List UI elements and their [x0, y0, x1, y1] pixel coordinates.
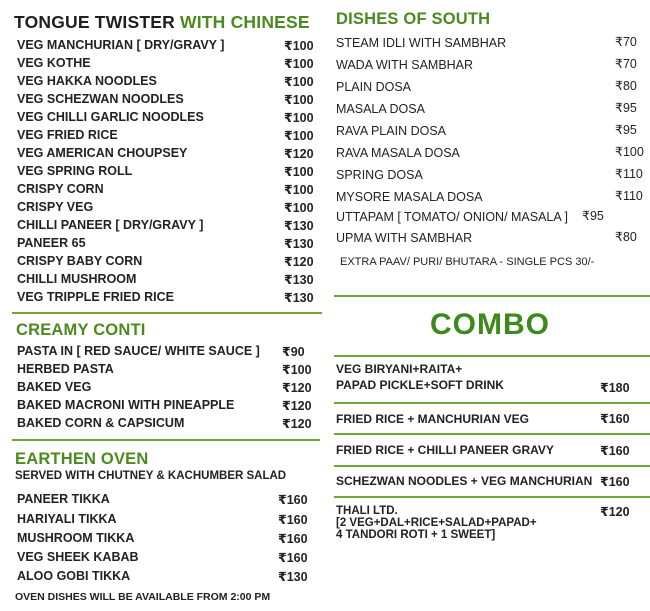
menu-item-price: ₹70 — [615, 35, 637, 49]
menu-item-name: VEG HAKKA NOODLES — [17, 74, 157, 88]
menu-item-name: BAKED MACRONI WITH PINEAPPLE — [17, 398, 235, 412]
section-divider — [334, 355, 650, 357]
menu-item-price: ₹110 — [615, 167, 643, 181]
menu-item-price: ₹120 — [282, 399, 312, 413]
combo-item-price: ₹160 — [600, 475, 630, 489]
menu-item-name: STEAM IDLI WITH SAMBHAR — [336, 36, 507, 50]
menu-item-price: ₹120 — [284, 255, 314, 269]
menu-item-price: ₹120 — [282, 381, 312, 395]
menu-item-name: VEG TRIPPLE FRIED RICE — [17, 290, 174, 304]
menu-item-price: ₹80 — [615, 79, 637, 93]
menu-item-price: ₹100 — [615, 145, 644, 159]
combo-item-line: [2 VEG+DAL+RICE+SALAD+PAPAD+ — [336, 517, 537, 529]
menu-item-name: VEG FRIED RICE — [17, 128, 118, 142]
menu-item-price: ₹95 — [582, 209, 604, 223]
combo-item: FRIED RICE + CHILLI PANEER GRAVY — [336, 443, 554, 457]
menu-item-name: CHILLI MUSHROOM — [17, 272, 137, 286]
combo-item-price: ₹160 — [600, 412, 630, 426]
menu-item-name: VEG CHILLI GARLIC NOODLES — [17, 110, 204, 124]
menu-item-price: ₹100 — [284, 75, 314, 89]
menu-item-price: ₹95 — [615, 123, 637, 137]
menu-item-price: ₹100 — [282, 363, 312, 377]
combo-item — [336, 362, 504, 392]
combo-item-line: PAPAD PICKLE+SOFT DRINK — [336, 378, 504, 392]
combo-item-line: THALI LTD. — [336, 505, 398, 517]
oven-availability-note: OVEN DISHES WILL BE AVAILABLE FROM 2:00 PM — [15, 591, 271, 603]
chinese-section-title: TONGUE TWISTER WITH CHINESE — [14, 12, 310, 32]
menu-item-name: PANEER TIKKA — [17, 492, 110, 506]
menu-item-price: ₹130 — [284, 237, 314, 251]
combo-item — [336, 505, 537, 541]
combo-item-price: ₹180 — [600, 381, 630, 395]
menu-item-name: MUSHROOM TIKKA — [17, 531, 135, 545]
menu-item-price: ₹130 — [284, 273, 314, 287]
section-divider — [12, 312, 322, 314]
section-divider — [334, 465, 650, 467]
menu-item-name: BAKED CORN & CAPSICUM — [17, 416, 185, 430]
section-divider — [334, 433, 650, 435]
combo-item-line: 4 TANDORI ROTI + 1 SWEET] — [336, 529, 496, 541]
section-divider — [334, 402, 650, 404]
menu-item-price: ₹100 — [284, 57, 314, 71]
menu-item-name: HARIYALI TIKKA — [17, 512, 117, 526]
menu-item-name: CRISPY CORN — [17, 182, 104, 196]
combo-item: FRIED RICE + MANCHURIAN VEG — [336, 412, 530, 426]
menu-item-name: VEG SPRING ROLL — [17, 164, 133, 178]
menu-item-name: UPMA WITH SAMBHAR — [336, 231, 473, 245]
menu-item-price: ₹130 — [284, 291, 314, 305]
menu-item-name: PASTA IN [ RED SAUCE/ WHITE SAUCE ] — [17, 344, 260, 358]
section-divider — [334, 496, 650, 498]
menu-item-price: ₹160 — [278, 551, 308, 565]
combo-section-title: COMBO — [430, 308, 550, 341]
menu-item-price: ₹100 — [284, 39, 314, 53]
combo-item-price: ₹160 — [600, 444, 630, 458]
menu-item-price: ₹90 — [282, 345, 305, 359]
menu-item-name: VEG AMERICAN CHOUPSEY — [17, 146, 188, 160]
menu-item-name: WADA WITH SAMBHAR — [336, 58, 474, 72]
menu-item-name: SPRING DOSA — [336, 168, 423, 182]
menu-item-name: VEG SHEEK KABAB — [17, 550, 139, 564]
section-divider — [12, 439, 320, 441]
menu-item-price: ₹100 — [284, 111, 314, 125]
menu-item-price: ₹100 — [284, 165, 314, 179]
menu-item-name: VEG KOTHE — [17, 56, 91, 70]
menu-item-price: ₹110 — [615, 189, 643, 203]
menu-item-name: PLAIN DOSA — [336, 80, 412, 94]
menu-item-name: VEG MANCHURIAN [ DRY/GRAVY ] — [17, 38, 225, 52]
menu-item-price: ₹95 — [615, 101, 637, 115]
menu-item-name: VEG SCHEZWAN NOODLES — [17, 92, 184, 106]
menu-item-price: ₹130 — [278, 570, 308, 584]
menu-item-name: MYSORE MASALA DOSA — [336, 190, 483, 204]
combo-item: SCHEZWAN NOODLES + VEG MANCHURIAN — [336, 474, 593, 488]
combo-item-line: VEG BIRYANI+RAITA+ — [336, 362, 463, 376]
section-divider — [334, 295, 650, 297]
menu-item-price: ₹160 — [278, 532, 308, 546]
menu-item-price: ₹80 — [615, 230, 637, 244]
conti-section-title: CREAMY CONTI — [16, 321, 146, 339]
menu-item-name: PANEER 65 — [17, 236, 86, 250]
menu-item-price: ₹70 — [615, 57, 637, 71]
oven-section-title: EARTHEN OVEN — [15, 450, 149, 468]
menu-item-name: CRISPY BABY CORN — [17, 254, 143, 268]
menu-item-price: ₹120 — [284, 147, 314, 161]
menu-item-price: ₹120 — [282, 417, 312, 431]
menu-item-name: MASALA DOSA — [336, 102, 425, 116]
menu-item-name: HERBED PASTA — [17, 362, 114, 376]
combo-item-price: ₹120 — [600, 505, 630, 519]
menu-item-price: ₹100 — [284, 93, 314, 107]
menu-item-name: UTTAPAM [ TOMATO/ ONION/ MASALA ] — [336, 210, 568, 224]
menu-item-price: ₹160 — [278, 493, 308, 507]
oven-subtitle: SERVED WITH CHUTNEY & KACHUMBER SALAD — [15, 470, 287, 482]
menu-item-name: CHILLI PANEER [ DRY/GRAVY ] — [17, 218, 204, 232]
menu-item-price: ₹100 — [284, 129, 314, 143]
menu-item-price: ₹100 — [284, 183, 314, 197]
menu-item-name: ALOO GOBI TIKKA — [17, 569, 131, 583]
south-section-title: DISHES OF SOUTH — [336, 10, 491, 28]
south-extra-note: EXTRA PAAV/ PURI/ BHUTARA - SINGLE PCS 30/- — [340, 256, 595, 268]
menu-item-price: ₹160 — [278, 513, 308, 527]
menu-item-name: BAKED VEG — [17, 380, 92, 394]
menu-item-name: CRISPY VEG — [17, 200, 94, 214]
menu-item-price: ₹130 — [284, 219, 314, 233]
menu-item-name: RAVA MASALA DOSA — [336, 146, 460, 160]
menu-item-name: RAVA PLAIN DOSA — [336, 124, 446, 138]
right-column — [330, 0, 650, 611]
menu-item-price: ₹100 — [284, 201, 314, 215]
